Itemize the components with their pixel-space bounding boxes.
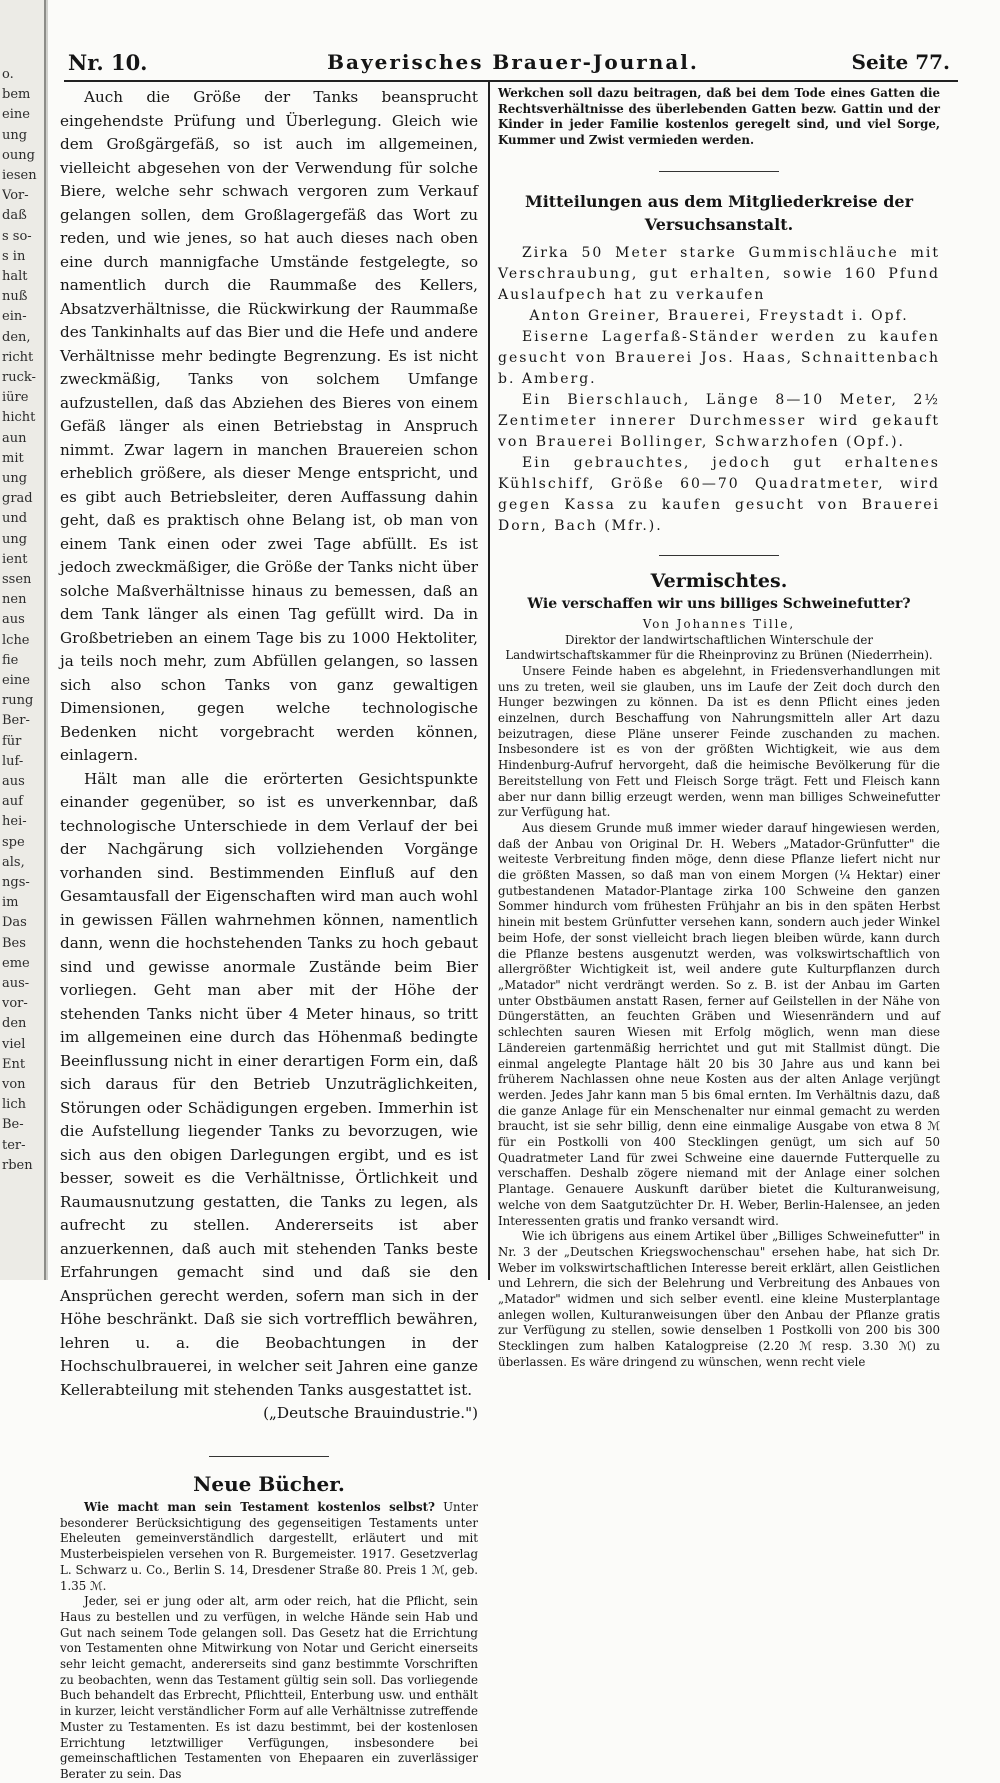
edge-fragment: Das <box>2 916 27 930</box>
edge-fragment: eme <box>2 956 30 970</box>
edge-fragment: grad <box>2 492 33 506</box>
edge-fragment: ter- <box>2 1138 26 1152</box>
article-continuation: Werkchen soll dazu beitragen, daß bei dem Tode eines Gatten die Rechtsverhältnisse des überlebenden Gatten bezw. Gattin und der Kinder in jeder Familie kostenlos geregelt sind, und viel Sorge, Kummer und Zwist vermieden werden. <box>498 86 940 148</box>
edge-fragment: ung <box>2 472 28 485</box>
classified-ad: Ein Bierschlauch, Länge 8—10 Meter, 2½ Zentimeter innerer Durchmesser wird gekauft von Brauerei Bollinger, Schwarzhofen (Opf.). <box>498 391 940 450</box>
article-byline: Von Johannes Tille, <box>642 616 796 631</box>
column-divider <box>488 82 490 1280</box>
article-paragraph: Unsere Feinde haben es abgelehnt, in Friedensverhandlungen mit uns zu treten, weil sie glauben, uns im Laufe der Zeit doch durch den Hunger bezwingen zu können. Da ist es denn Pflicht eines jeden einzelnen, durch Beschaffung von Nahrungsmitteln aller Art dazu beizutragen, diese Pläne unserer Feinde zuschanden zu machen. Insbesondere ist es von der größten Wichtigkeit, wie aus dem Hindenburg-Aufruf hervorgeht, daß die heimische Bevölkerung für die Bereitstellung von Fett und Fleisch Sorge trägt. Fett und Fleisch kann aber nur dann billig erzeugt werden, wenn man billiges Schweinefutter zur Verfügung hat. <box>498 663 940 820</box>
books-heading: Neue Bücher. <box>193 1471 345 1496</box>
edge-fragment: luf- <box>2 754 24 768</box>
classified-ad: Zirka 50 Meter starke Gummischläuche mit Verschraubung, gut erhalten, sowie 160 Pfund Auslaufpech hat zu verkaufen <box>498 244 940 303</box>
edge-fragment: s in <box>2 249 26 263</box>
edge-fragment: Be- <box>2 1118 24 1132</box>
edge-fragment: für <box>2 734 22 748</box>
edge-fragment: ssen <box>2 573 32 586</box>
journal-title: Bayerisches Brauer-Journal. <box>327 50 699 74</box>
edge-fragment: eine <box>2 108 30 122</box>
edge-fragment: vor- <box>2 997 28 1011</box>
book-review <box>60 1500 478 1594</box>
members-heading: Mitteilungen aus dem Mitgliederkreise der Versuchsanstalt. <box>524 191 913 235</box>
article-paragraph: Hält man alle die erörterten Gesichtspunkte einander gegenüber, so ist es unverkennbar, daß technologische Unterschiede in dem Verlauf der bei der Nachgärung sich vollziehenden Vorgänge vorhanden sind. Bestimmenden Einfluß auf den Gesamtausfall der Eigenschaften wird man auch wohl in gewissen Fällen wahrnehmen können, namentlich dann, wenn die hochstehenden Tanks zu hoch gebaut sind und gewisse anormale Zustände beim Bier vorliegen. Geht man aber mit der Höhe der stehenden Tanks nicht über 4 Meter hinaus, so tritt im allgemeinen eine durch das Höhenmaß bedingte Beeinflussung nicht in einer derartigen Form ein, daß sich daraus für den Betrieb Unzuträglichkeiten, Störungen oder Schädigungen ergeben. Immerhin ist die Aufstellung liegender Tanks zu bevorzugen, wie sich aus den obigen Darlegungen ergibt, und es ist besser, soweit es die Verhältnisse, Örtlichkeit und Raumausnutzung gestatten, die Tanks zu legen, als aufrecht zu stellen. Andererseits ist aber anzuerkennen, daß auch mit stehenden Tanks beste Erfahrungen gemacht sind und daß sie den Ansprüchen gerecht werden, sofern man sich in der Höhe beschränkt. Daß sie sich vortrefflich bewähren, lehren u. a. die Beobachtungen in der Hochschulbrauerei, in welcher seit Jahren eine ganze Kellerabteilung mit stehenden Tanks ausgestattet ist. <box>60 769 478 1399</box>
edge-fragment: als, <box>2 855 25 869</box>
edge-fragment: iüre <box>2 391 29 405</box>
article-byline-detail: Direktor der landwirtschaftlichen Winterschule der Landwirtschaftskammer für die Rheinprovinz zu Brünen (Niederrhein). <box>505 632 933 663</box>
edge-fragment: aun <box>2 431 27 445</box>
edge-fragment: eine <box>2 674 30 687</box>
edge-fragment: Ber- <box>2 714 30 728</box>
edge-fragment: halt <box>2 270 28 283</box>
edge-fragment: Bes <box>2 936 26 950</box>
edge-fragment: auf <box>2 795 23 809</box>
edge-fragment: lich <box>2 1098 26 1112</box>
edge-fragment: aus- <box>2 977 30 990</box>
classified-ad-signature: Anton Greiner, Brauerei, Freystadt i. Opf. <box>529 307 909 324</box>
edge-fragment: aus <box>2 613 25 627</box>
edge-fragment: Ent <box>2 1057 26 1071</box>
edge-fragment: ient <box>2 552 28 566</box>
edge-fragment: ung <box>2 532 28 546</box>
edge-fragment: ruck- <box>2 371 36 384</box>
edge-fragment: hei- <box>2 815 27 829</box>
edge-fragment: den, <box>2 330 31 344</box>
edge-fragment: o. <box>2 68 14 81</box>
edge-fragment: bem <box>2 88 31 102</box>
book-review-text: Jeder, sei er jung oder alt, arm oder reich, hat die Pflicht, sein Haus zu bestellen und zu verfügen, in welche Hände sein Hab und Gut nach seinem Tode gelangen soll. Das Gesetz hat die Errichtung von Testamenten ohne Mitwirkung von Notar und Gericht einerseits sehr leicht gemacht, andererseits sind ganz bestimmte Vorschriften zu beobachten, wenn das Testament gültig sein soll. Das vorliegende Buch behandelt das Erbrecht, Pflichtteil, Enterbung usw. und enthält in kurzer, leicht verständlicher Form auf alle Verhältnisse zutreffende Muster zu Testamenten. Es ist dazu bestimmt, bei der kostenlosen Errichtung letztwilliger Verfügungen, insbesondere bei gemeinschaftlichen Testamenten von Ehepaaren ein zuverlässiger Berater zu sein. Das <box>60 1594 478 1781</box>
edge-fragment: lche <box>2 633 30 647</box>
edge-fragment: rung <box>2 694 34 708</box>
edge-fragment: daß <box>2 209 27 223</box>
edge-fragment: spe <box>2 835 25 849</box>
issue-number: Nr. 10. <box>68 50 148 75</box>
edge-fragment: nuß <box>2 290 28 304</box>
edge-fragment: im <box>2 896 19 910</box>
adjacent-page-edge <box>0 0 46 1280</box>
edge-fragment: rben <box>2 1158 33 1172</box>
article-paragraph: Wie ich übrigens aus einem Artikel über „Billiges Schweinefutter" in Nr. 3 der „Deutschen Kriegswochenschau" ersehen habe, hat sich Dr. Weber im volkswirtschaftlichen Interesse bereit erklärt, allen Geistlichen und Lehrern, die sich der Belehrung und Verbreitung des Anbaues von „Matador" widmen und sich selber eventl. eine kleine Musterplantage anlegen wollen, Kulturanweisungen über den Anbau der Pflanze gratis zur Verfügung zu stellen, sowie denselben 1 Postkolli von 200 bis 300 Stecklingen zum halben Katalogpreise (2.20 ℳ resp. 3.30 ℳ) zu überlassen. Es wäre dringend zu wünschen, wenn recht viele <box>498 1229 940 1369</box>
edge-fragment: Vor- <box>2 189 29 203</box>
edge-fragment: ein- <box>2 310 27 324</box>
edge-fragment: nen <box>2 593 27 607</box>
article-title: Wie verschaffen wir uns billiges Schweinefutter? <box>527 596 911 613</box>
right-column <box>498 86 940 1371</box>
book-details: Unter besonderer Berücksichtigung des gegenseitigen Testaments unter Eheleuten gemeinverständlich dargestellt, erläutert und mit Musterbeispielen versehen von R. Burgemeister. 1917. Gesetzverlag L. Schwarz u. Co., Berlin S. 14, Dresdener Straße 80. Preis 1 ℳ, geb. 1.35 ℳ. <box>60 1500 479 1593</box>
edge-fragment: von <box>2 1078 26 1091</box>
edge-fragment: ung <box>2 128 28 142</box>
newspaper-page <box>58 0 958 1781</box>
misc-heading: Vermischtes. <box>650 569 788 592</box>
edge-fragment: ngs- <box>2 876 30 889</box>
edge-fragment: viel <box>2 1037 26 1051</box>
edge-fragment: den <box>2 1017 27 1031</box>
classified-ad: Ein gebrauchtes, jedoch gut erhaltenes Kühlschiff, Größe 60—70 Quadratmeter, wird gegen Kassa zu kaufen gesucht von Brauerei Dorn, Bach (Mfr.). <box>498 454 940 534</box>
edge-fragment: hicht <box>2 411 36 425</box>
edge-fragment: s so- <box>2 229 32 243</box>
page-number: Seite 77. <box>851 50 950 74</box>
edge-fragment: oung <box>2 148 35 162</box>
book-title: Wie macht man sein Testament kostenlos selbst? <box>84 1500 435 1514</box>
edge-fragment: und <box>2 512 28 526</box>
edge-fragment: fie <box>2 653 19 667</box>
left-column <box>60 86 478 1783</box>
article-paragraph: Auch die Größe der Tanks beansprucht eingehendste Prüfung und Überlegung. Gleich wie dem Großgärgefäß, so ist auch im allgemeinen, vielleicht abgesehen von der Verwendung für solche Biere, welche sehr schwach vergoren zum Verkauf gelangen sollen, dem Großlagergefäß das Wort zu reden, und wie jenes, so hat auch dieses nach oben eine durch mannigfache Umstände festgelegte, so namentlich durch die Raummaße des Kellers, Absatzverhältnisse, die Rückwirkung der Raummaße des Tankinhalts auf das Bier und die Hefe und andere Verhältnisse mehr bedingte Begrenzung. Es ist nicht zweckmäßig, Tanks von solchem Umfange aufzustellen, daß das Abziehen des Bieres von einem Gefäß länger als einen Betriebstag in Anspruch nimmt. Zwar lagern in manchen Brauereien schon erheblich größere, als dieser Menge entspricht, und es gibt auch Betriebsleiter, deren Auffassung dahin geht, daß es praktisch ohne Belang ist, ob man von einem Tank einen oder zwei Tage abfüllt. Es ist jedoch zweckmäßiger, die Größe der Tanks nicht über solche Maßverhältnisse hinaus zu bemessen, daß an dem Tank länger als einen Tag gefüllt wird. Da in Großbetrieben an einem Tage bis zu 1000 Hektoliter, ja teils noch mehr, zum Abfüllen gelangen, so lassen sich also schon Tanks von ganz gewaltigen Dimensionen, gegen welche technologische Bedenken nicht vorgebracht werden können, einlagern. <box>60 88 478 764</box>
edge-fragment: mit <box>2 451 24 465</box>
header-rule <box>64 80 958 82</box>
article-source: („Deutsche Brauindustrie.") <box>263 1404 478 1422</box>
classified-ad: Eiserne Lagerfaß-Ständer werden zu kaufen gesucht von Brauerei Jos. Haas, Schnaittenbach b. Amberg. <box>498 328 940 387</box>
edge-fragment: aus <box>2 775 25 788</box>
article-paragraph: Aus diesem Grunde muß immer wieder darauf hingewiesen werden, daß der Anbau von Original Dr. H. Webers „Matador-Grünfutter" die weiteste Verbreitung finden möge, denn diese Pflanze liefert nicht nur die größten Massen, so daß man von einem Morgen (¼ Hektar) einer gutbestandenen Matador-Plantage zirka 100 Schweine den ganzen Sommer hindurch vom frühesten Frühjahr an bis in den späten Herbst hinein mit bestem Grünfutter versehen kann, sondern auch jeder Winkel beim Hofe, der sonst vielleicht brach liegen bleiben würde, kann durch die Pflanze bestens ausgenutzt werden, was volkswirtschaftlich von allergrößter Wichtigkeit ist, weil andere gute Kulturpflanzen durch „Matador" nicht verdrängt werden. So z. B. ist der Anbau im Garten unter Obstbäumen anstatt Rasen, ferner auf Geilstellen in der Nähe von Düngerstätten, an feuchten Gräben und Wiesenrändern und auf schlechten sauren Wiesen mit Erfolg möglich, wenn man diese Ländereien gartenmäßig herrichtet und gut mit Stallmist düngt. Die einmal angelegte Plantage hält 20 bis 30 Jahre aus und kann bei früherem Nachlassen ohne neue Kosten aus der alten Anlage verjüngt werden. Jedes Jahr kann man 5 bis 6mal ernten. Im Verhältnis dazu, daß die ganze Anlage für ein Menschenalter nur einmal gemacht zu werden braucht, ist sie sehr billig, denn eine einmalige Ausgabe von etwa 8 ℳ für ein Postkolli von 400 Stecklingen genügt, um sich auf 50 Quadratmeter Land für zwei Schweine eine dauernde Futterquelle zu verschaffen. Deshalb zögere niemand mit der Anlage einer solchen Plantage. Genauere Auskunft darüber bietet die Kulturanweisung, welche von dem Saatgutzüchter Dr. H. Weber, Berlin-Halensee, an jeden Interessenten gratis und franko versandt wird. <box>498 820 940 1228</box>
edge-fragment: richt <box>2 350 34 364</box>
page-header <box>68 50 958 76</box>
edge-fragment: iesen <box>2 169 37 182</box>
